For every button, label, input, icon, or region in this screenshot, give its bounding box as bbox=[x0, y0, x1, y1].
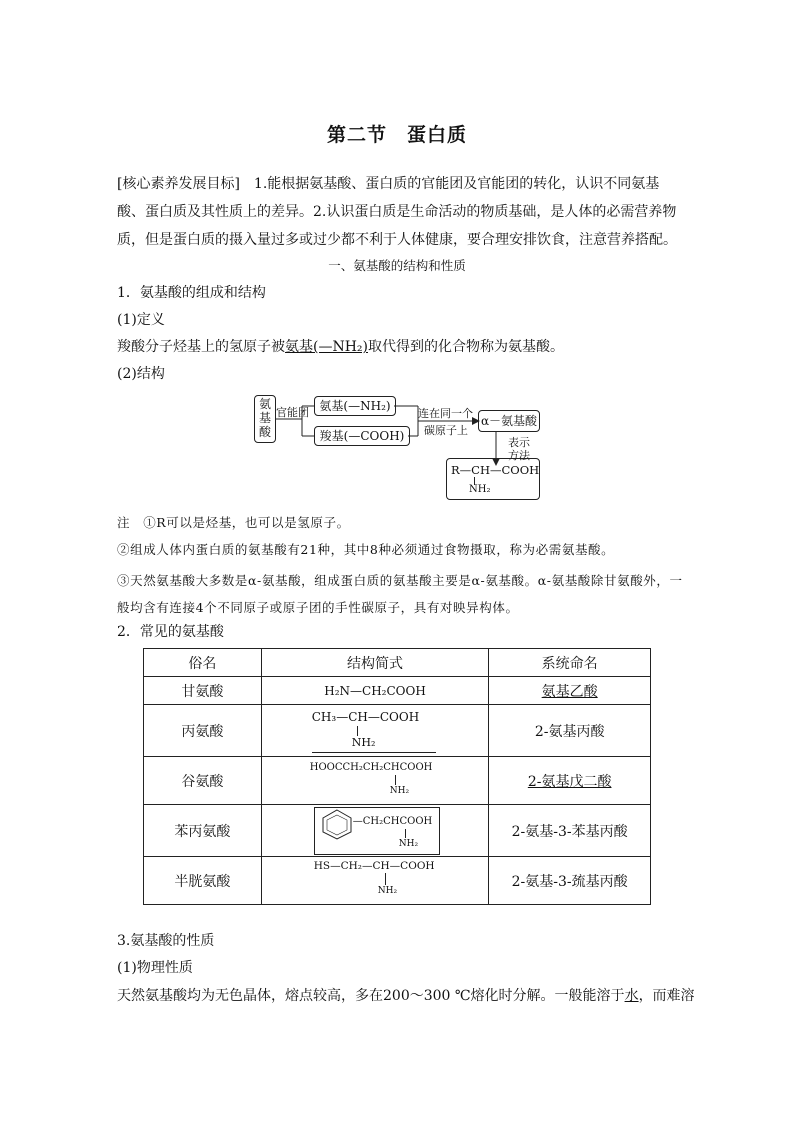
core-goals-text: 1.能根据氨基酸、蛋白质的官能团及官能团的转化，认识不同氨基酸、蛋白质及其性质上的差异。2.认识蛋白质是生命活动的物质基础，是人体的必需营养物质，但是蛋白质的摄入量过多或过少都不利于人体健康，要合理安排饮食，注意营养搭配。 bbox=[117, 176, 677, 248]
formula-top: R—CH—COOH bbox=[451, 463, 540, 477]
page-title: 第二节 蛋白质 bbox=[326, 124, 467, 146]
table-row bbox=[144, 705, 651, 757]
physical-properties-label: (1)物理性质 bbox=[117, 960, 193, 976]
section-heading: 一、氨基酸的结构和性质 bbox=[328, 258, 466, 273]
amino-group-box: 氨基(—NH₂) bbox=[314, 396, 396, 416]
row-system-name: 2-氨基丙酸 bbox=[489, 705, 651, 757]
header-formula: 结构简式 bbox=[261, 649, 489, 677]
row-system-name: 2-氨基戊二酸 bbox=[489, 757, 651, 805]
core-goals-label: [核心素养发展目标] bbox=[117, 176, 240, 192]
row-system-name: 氨基乙酸 bbox=[489, 677, 651, 705]
row-formula: H₂N—CH₂COOH bbox=[261, 677, 489, 705]
general-formula-box bbox=[446, 458, 540, 500]
structure-label: (2)结构 bbox=[117, 366, 165, 382]
row-formula: HS—CH₂—CH—COOH NH₂ bbox=[261, 857, 489, 905]
physical-properties-text: 天然氨基酸均为无色晶体，熔点较高，多在200～300 ℃熔化时分解。一般能溶于水，而难溶 bbox=[117, 988, 695, 1004]
row-formula: HOOCCH₂CH₂CHCOOH NH₂ bbox=[261, 757, 489, 805]
row-common-name: 谷氨酸 bbox=[144, 757, 262, 805]
header-system-name: 系统命名 bbox=[489, 649, 651, 677]
connect-text-2: 碳原子上 bbox=[424, 424, 468, 437]
table-row bbox=[144, 757, 651, 805]
table-row bbox=[144, 857, 651, 905]
amino-acid-box: 氨基酸 bbox=[254, 395, 276, 443]
physical-properties-blank: 水 bbox=[624, 988, 639, 1004]
note-3: ③天然氨基酸大多数是α-氨基酸，组成蛋白质的氨基酸主要是α-氨基酸。α-氨基酸除甘氨酸外，一般均含有连接4个不同原子或原子团的手性碳原子，具有对映异构体。 bbox=[117, 573, 683, 615]
table-header-row bbox=[144, 649, 651, 677]
amino-acid-structure-diagram bbox=[250, 392, 550, 504]
core-goals-paragraph bbox=[117, 170, 685, 254]
row-system-name: 2-氨基-3-巯基丙酸 bbox=[489, 857, 651, 905]
row-system-name: 2-氨基-3-苯基丙酸 bbox=[489, 805, 651, 857]
note-1: 注 ①R可以是烃基，也可以是氢原子。 bbox=[117, 515, 350, 530]
header-common-name: 俗名 bbox=[144, 649, 262, 677]
s1-heading: 1．氨基酸的组成和结构 bbox=[117, 285, 266, 301]
definition-blank: 氨基(—NH₂) bbox=[285, 339, 368, 355]
connect-text-1: 连在同一个 bbox=[418, 407, 473, 420]
s2-heading: 2．常见的氨基酸 bbox=[117, 624, 224, 640]
representation-label-1: 表示 bbox=[508, 436, 530, 449]
row-common-name: 半胱氨酸 bbox=[144, 857, 262, 905]
carboxyl-group-box: 羧基(—COOH) bbox=[314, 426, 410, 446]
functional-group-label: 官能团 bbox=[276, 406, 309, 419]
s3-heading: 3.氨基酸的性质 bbox=[117, 933, 215, 949]
definition-label: (1)定义 bbox=[117, 312, 165, 328]
alpha-amino-acid-box: α－氨基酸 bbox=[478, 410, 540, 432]
row-common-name: 甘氨酸 bbox=[144, 677, 262, 705]
row-formula: —CH₂CHCOOH NH₂ bbox=[261, 805, 489, 857]
representation-label-2: 方法 bbox=[508, 449, 530, 462]
definition-text: 羧酸分子烃基上的氢原子被氨基(—NH₂)取代得到的化合物称为氨基酸。 bbox=[117, 339, 564, 355]
row-common-name: 苯丙氨酸 bbox=[144, 805, 262, 857]
amino-acid-table bbox=[143, 648, 651, 905]
table-row bbox=[144, 677, 651, 705]
note-2: ②组成人体内蛋白质的氨基酸有21种，其中8种必须通过食物摄取，称为必需氨基酸。 bbox=[117, 542, 615, 557]
table-row bbox=[144, 805, 651, 857]
formula-bottom: NH₂ bbox=[469, 484, 491, 495]
row-common-name: 丙氨酸 bbox=[144, 705, 262, 757]
row-formula: CH₃—CH—COOH NH₂ bbox=[261, 705, 489, 757]
